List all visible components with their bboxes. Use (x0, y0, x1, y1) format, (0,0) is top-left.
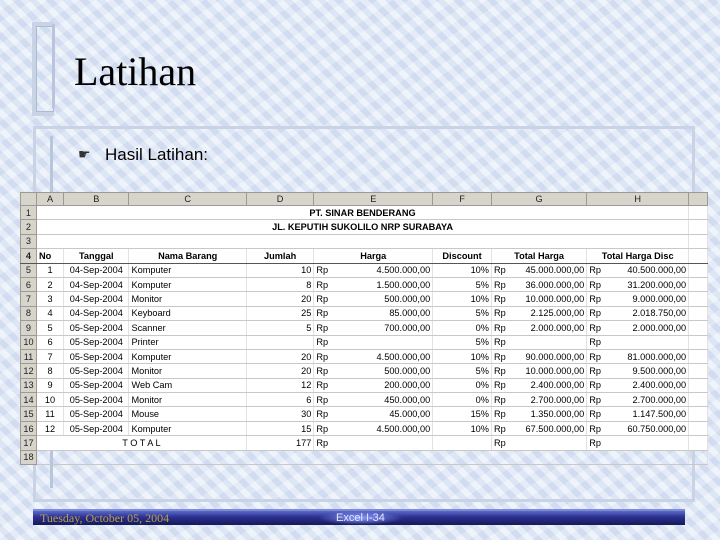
cell-harga-value: 1.500.000,00 (376, 279, 431, 290)
row-number[interactable]: 16 (21, 421, 37, 435)
cell-total-harga-disc-value: 9.500.000,00 (632, 365, 687, 376)
cell-nama-barang[interactable]: Komputer (129, 263, 246, 277)
col-header-b[interactable]: B (64, 193, 129, 206)
corner-cell[interactable] (21, 193, 37, 206)
table-row (21, 263, 708, 277)
cell-total-harga-disc[interactable] (587, 263, 689, 277)
spreadsheet-image (20, 192, 708, 463)
cell-harga[interactable] (314, 292, 433, 306)
cell (689, 220, 708, 234)
cell-harga-value: 450.000,00 (384, 394, 431, 405)
title-divider (52, 24, 55, 108)
cell-total-harga[interactable] (491, 263, 586, 277)
cell (689, 277, 708, 291)
cell-total-harga-value: 10.000.000,00 (525, 294, 585, 305)
currency-label: Rp (493, 265, 506, 276)
row-number[interactable]: 7 (21, 292, 37, 306)
header-nama-barang[interactable]: Nama Barang (129, 249, 246, 263)
row-number[interactable]: 15 (21, 407, 37, 421)
row-blank (21, 234, 708, 248)
table-row (21, 393, 708, 407)
cell-harga-value: 4.500.000,00 (376, 265, 431, 276)
cell-total-harga-disc[interactable] (587, 349, 689, 363)
cell-total-harga[interactable] (491, 421, 586, 435)
currency-label: Rp (589, 265, 601, 276)
table-row (21, 407, 708, 421)
cell (689, 436, 708, 450)
currency-label: Rp (589, 322, 601, 333)
cell-jumlah[interactable]: 12 (246, 378, 313, 392)
cell-no[interactable]: 10 (36, 393, 63, 407)
cell-total-harga-disc-value: 81.000.000,00 (627, 351, 687, 362)
row-company (21, 206, 708, 220)
currency-label: Rp (493, 294, 506, 305)
cell-total-harga-value: 10.000.000,00 (525, 365, 585, 376)
table-row (21, 378, 708, 392)
cell-nama-barang[interactable]: Printer (129, 335, 246, 349)
cell-tanggal[interactable]: 05-Sep-2004 (64, 364, 129, 378)
currency-label: Rp (589, 437, 601, 448)
cell-harga-value: 45.000,00 (389, 409, 431, 420)
company-name[interactable]: PT. SINAR BENDERANG (36, 206, 688, 220)
cell-no[interactable]: 9 (36, 378, 63, 392)
cell-total-harga-value: 45.000.000,00 (525, 265, 585, 276)
cell-total-harga-disc[interactable] (587, 277, 689, 291)
cell-harga[interactable] (314, 263, 433, 277)
cell-total-harga-disc-value: 60.750.000,00 (627, 423, 687, 434)
col-header-extra[interactable] (689, 193, 708, 206)
cell-total-harga-value: 2.125.000,00 (530, 308, 585, 319)
bullet-text: Hasil Latihan: (105, 145, 209, 164)
cell-no[interactable]: 12 (36, 421, 63, 435)
cell-tanggal[interactable]: 05-Sep-2004 (64, 349, 129, 363)
row-number[interactable]: 10 (21, 335, 37, 349)
cell-discount[interactable]: 0% (433, 321, 492, 335)
cell (689, 407, 708, 421)
cell-jumlah[interactable]: 8 (246, 277, 313, 291)
cell-total-harga[interactable] (491, 306, 586, 320)
cell-no[interactable]: 8 (36, 364, 63, 378)
table-row (21, 306, 708, 320)
footer-date: Tuesday, October 05, 2004 (40, 511, 170, 525)
col-header-c[interactable]: C (129, 193, 246, 206)
currency-label: Rp (493, 365, 506, 376)
cell-total-harga-value: 2.700.000,00 (530, 394, 585, 405)
cell-total-harga-disc-value: 1.147.500,00 (632, 409, 687, 420)
spreadsheet-table (20, 192, 708, 465)
cell-discount[interactable]: 10% (433, 263, 492, 277)
currency-label: Rp (493, 279, 506, 290)
currency-label: Rp (493, 380, 506, 391)
cell-total-harga-disc-value: 2.018.750,00 (632, 308, 687, 319)
cell-harga[interactable] (314, 421, 433, 435)
cell-total-harga-disc[interactable] (587, 421, 689, 435)
cell-harga[interactable] (314, 335, 433, 349)
cell-nama-barang[interactable]: Monitor (129, 364, 246, 378)
cell-tanggal[interactable]: 05-Sep-2004 (64, 335, 129, 349)
col-header-g[interactable]: G (491, 193, 586, 206)
currency-label: Rp (493, 308, 506, 319)
pointing-hand-bullet-icon: ☛ (78, 146, 91, 162)
cell-nama-barang[interactable]: Monitor (129, 292, 246, 306)
cell-total-harga-value: 36.000.000,00 (525, 279, 585, 290)
col-header-e[interactable]: E (314, 193, 433, 206)
header-discount[interactable]: Discount (433, 249, 492, 263)
total-harga[interactable] (314, 436, 433, 450)
cell (689, 378, 708, 392)
row-number[interactable]: 17 (21, 436, 37, 450)
row-number[interactable]: 4 (21, 249, 37, 263)
table-header-row (21, 249, 708, 263)
row-number[interactable]: 2 (21, 220, 37, 234)
currency-label: Rp (589, 279, 601, 290)
cell-total-harga-value: 67.500.000,00 (525, 423, 585, 434)
currency-label: Rp (589, 394, 601, 405)
cell-jumlah[interactable]: 30 (246, 407, 313, 421)
cell-tanggal[interactable]: 05-Sep-2004 (64, 421, 129, 435)
cell-total-harga-disc[interactable] (587, 335, 689, 349)
cell-total-harga-value: 2.400.000,00 (530, 380, 585, 391)
row-number[interactable]: 5 (21, 263, 37, 277)
title-bracket (32, 22, 54, 116)
cell (689, 206, 708, 220)
currency-label: Rp (589, 294, 601, 305)
cell-no[interactable]: 4 (36, 306, 63, 320)
cell-harga-value: 500.000,00 (384, 365, 431, 376)
currency-label: Rp (493, 322, 506, 333)
total-total-harga-disc[interactable] (587, 436, 689, 450)
row-number[interactable]: 1 (21, 206, 37, 220)
column-header-row (21, 193, 708, 206)
cell-jumlah[interactable]: 25 (246, 306, 313, 320)
cell-harga[interactable] (314, 306, 433, 320)
cell-total-harga-disc[interactable] (587, 393, 689, 407)
currency-label: Rp (493, 351, 506, 362)
cell-total-harga-value: 2.000.000,00 (530, 322, 585, 333)
cell-total-harga[interactable] (491, 378, 586, 392)
cell (689, 393, 708, 407)
cell-tanggal[interactable]: 04-Sep-2004 (64, 292, 129, 306)
cell-harga-value: 700.000,00 (384, 322, 431, 333)
cell-discount[interactable]: 5% (433, 306, 492, 320)
cell-nama-barang[interactable]: Komputer (129, 349, 246, 363)
table-row (21, 277, 708, 291)
total-row (21, 436, 708, 450)
cell-total-harga[interactable] (491, 407, 586, 421)
cell-nama-barang[interactable]: Komputer (129, 277, 246, 291)
cell (689, 306, 708, 320)
cell-no[interactable]: 2 (36, 277, 63, 291)
cell-harga[interactable] (314, 364, 433, 378)
cell-tanggal[interactable]: 04-Sep-2004 (64, 263, 129, 277)
col-header-h[interactable]: H (587, 193, 689, 206)
row-number[interactable]: 8 (21, 306, 37, 320)
table-row (21, 321, 708, 335)
currency-label: Rp (589, 380, 601, 391)
cell-total-harga-disc[interactable] (587, 378, 689, 392)
currency-label: Rp (589, 351, 601, 362)
cell-discount[interactable]: 10% (433, 421, 492, 435)
cell (689, 364, 708, 378)
currency-label: Rp (316, 351, 329, 362)
cell-total-harga[interactable] (491, 349, 586, 363)
currency-label: Rp (493, 423, 506, 434)
currency-label: Rp (316, 279, 329, 290)
cell-jumlah[interactable] (246, 335, 313, 349)
cell-total-harga-disc-value: 9.000.000,00 (632, 294, 687, 305)
row-number[interactable]: 18 (21, 450, 37, 464)
cell-nama-barang[interactable]: Scanner (129, 321, 246, 335)
cell (689, 234, 708, 248)
total-discount[interactable] (433, 436, 492, 450)
cell-harga-value: 500.000,00 (384, 294, 431, 305)
currency-label: Rp (316, 394, 329, 405)
data-rows (21, 263, 708, 436)
col-header-a[interactable]: A (36, 193, 63, 206)
cell-harga[interactable] (314, 277, 433, 291)
cell-no[interactable]: 11 (36, 407, 63, 421)
cell-harga[interactable] (314, 393, 433, 407)
row-empty (21, 450, 708, 464)
cell-discount[interactable]: 10% (433, 349, 492, 363)
cell-total-harga-disc[interactable] (587, 292, 689, 306)
cell (689, 249, 708, 263)
currency-label: Rp (316, 437, 329, 448)
cell-discount[interactable]: 0% (433, 393, 492, 407)
cell-jumlah[interactable]: 20 (246, 349, 313, 363)
total-jumlah[interactable]: 177 (246, 436, 313, 450)
cell-total-harga-disc-value: 2.000.000,00 (632, 322, 687, 333)
cell-harga-value: 85.000,00 (389, 308, 431, 319)
currency-label: Rp (316, 337, 329, 348)
cell-total-harga-disc-value: 40.500.000,00 (627, 265, 687, 276)
cell-no[interactable]: 5 (36, 321, 63, 335)
cell[interactable] (36, 234, 688, 248)
cell-jumlah[interactable]: 10 (246, 263, 313, 277)
row-number[interactable]: 9 (21, 321, 37, 335)
row-number[interactable]: 11 (21, 349, 37, 363)
currency-label: Rp (316, 365, 329, 376)
currency-label: Rp (316, 409, 329, 420)
cell-tanggal[interactable]: 04-Sep-2004 (64, 277, 129, 291)
cell (689, 450, 708, 464)
currency-label: Rp (316, 423, 329, 434)
cell (689, 321, 708, 335)
cell-jumlah[interactable]: 5 (246, 321, 313, 335)
header-jumlah[interactable]: Jumlah (246, 249, 313, 263)
header-total-harga-disc[interactable]: Total Harga Disc (587, 249, 689, 263)
cell-nama-barang[interactable]: Monitor (129, 393, 246, 407)
cell-total-harga-disc[interactable] (587, 306, 689, 320)
row-number[interactable]: 14 (21, 393, 37, 407)
cell (689, 292, 708, 306)
cell-total-harga[interactable] (491, 364, 586, 378)
footer-page-label: Excel I-34 (318, 511, 403, 525)
cell-total-harga-disc-value: 31.200.000,00 (627, 279, 687, 290)
cell-harga-value: 4.500.000,00 (376, 351, 431, 362)
cell-no[interactable]: 3 (36, 292, 63, 306)
cell-tanggal[interactable]: 05-Sep-2004 (64, 393, 129, 407)
cell-nama-barang[interactable]: Komputer (129, 421, 246, 435)
cell-total-harga[interactable] (491, 292, 586, 306)
row-number[interactable]: 12 (21, 364, 37, 378)
currency-label: Rp (493, 337, 506, 348)
cell (689, 421, 708, 435)
currency-label: Rp (316, 294, 329, 305)
cell-total-harga-disc[interactable] (587, 321, 689, 335)
currency-label: Rp (316, 308, 329, 319)
currency-label: Rp (316, 265, 329, 276)
currency-label: Rp (493, 394, 506, 405)
currency-label: Rp (493, 437, 506, 448)
currency-label: Rp (589, 365, 601, 376)
cell-total-harga[interactable] (491, 335, 586, 349)
cell-jumlah[interactable]: 15 (246, 421, 313, 435)
cell[interactable] (36, 450, 688, 464)
cell-discount[interactable]: 5% (433, 335, 492, 349)
cell-jumlah[interactable]: 6 (246, 393, 313, 407)
cell-total-harga-value: 90.000.000,00 (525, 351, 585, 362)
cell-discount[interactable]: 15% (433, 407, 492, 421)
header-tanggal[interactable]: Tanggal (64, 249, 129, 263)
cell-tanggal[interactable]: 05-Sep-2004 (64, 378, 129, 392)
table-row (21, 335, 708, 349)
cell-nama-barang[interactable]: Web Cam (129, 378, 246, 392)
cell (689, 349, 708, 363)
cell-total-harga[interactable] (491, 277, 586, 291)
table-row (21, 421, 708, 435)
col-header-f[interactable]: F (433, 193, 492, 206)
currency-label: Rp (493, 409, 506, 420)
row-number[interactable]: 6 (21, 277, 37, 291)
currency-label: Rp (589, 423, 601, 434)
header-total-harga[interactable]: Total Harga (491, 249, 586, 263)
cell-discount[interactable]: 0% (433, 378, 492, 392)
cell-discount[interactable]: 5% (433, 364, 492, 378)
cell-harga[interactable] (314, 321, 433, 335)
cell-jumlah[interactable]: 20 (246, 292, 313, 306)
row-number[interactable]: 13 (21, 378, 37, 392)
cell-tanggal[interactable]: 04-Sep-2004 (64, 306, 129, 320)
table-row (21, 364, 708, 378)
row-number[interactable]: 3 (21, 234, 37, 248)
cell-tanggal[interactable]: 05-Sep-2004 (64, 321, 129, 335)
cell-harga[interactable] (314, 378, 433, 392)
cell-no[interactable]: 7 (36, 349, 63, 363)
cell-total-harga-disc[interactable] (587, 364, 689, 378)
cell-total-harga-disc[interactable] (587, 407, 689, 421)
company-address[interactable]: JL. KEPUTIH SUKOLILO NRP SURABAYA (36, 220, 688, 234)
currency-label: Rp (316, 322, 329, 333)
cell-discount[interactable]: 10% (433, 292, 492, 306)
total-label[interactable]: T O T A L (36, 436, 246, 450)
total-total-harga[interactable] (491, 436, 586, 450)
cell-harga[interactable] (314, 407, 433, 421)
currency-label: Rp (589, 409, 601, 420)
row-address (21, 220, 708, 234)
cell-harga-value: 200.000,00 (384, 380, 431, 391)
currency-label: Rp (316, 380, 329, 391)
cell-total-harga[interactable] (491, 393, 586, 407)
cell-no[interactable]: 1 (36, 263, 63, 277)
cell-harga[interactable] (314, 349, 433, 363)
slide-title: Latihan (74, 49, 197, 94)
cell (689, 263, 708, 277)
cell-nama-barang[interactable]: Keyboard (129, 306, 246, 320)
cell-nama-barang[interactable]: Mouse (129, 407, 246, 421)
cell-total-harga-disc-value: 2.400.000,00 (632, 380, 687, 391)
currency-label: Rp (589, 308, 601, 319)
cell-tanggal[interactable]: 05-Sep-2004 (64, 407, 129, 421)
cell-total-harga-disc-value: 2.700.000,00 (632, 394, 687, 405)
header-no[interactable]: No (36, 249, 63, 263)
col-header-d[interactable]: D (246, 193, 313, 206)
cell-total-harga[interactable] (491, 321, 586, 335)
cell (689, 335, 708, 349)
currency-label: Rp (589, 337, 601, 348)
header-harga[interactable]: Harga (314, 249, 433, 263)
cell-no[interactable]: 6 (36, 335, 63, 349)
cell-total-harga-value: 1.350.000,00 (530, 409, 585, 420)
table-row (21, 349, 708, 363)
cell-discount[interactable]: 5% (433, 277, 492, 291)
cell-jumlah[interactable]: 20 (246, 364, 313, 378)
table-row (21, 292, 708, 306)
cell-harga-value: 4.500.000,00 (376, 423, 431, 434)
